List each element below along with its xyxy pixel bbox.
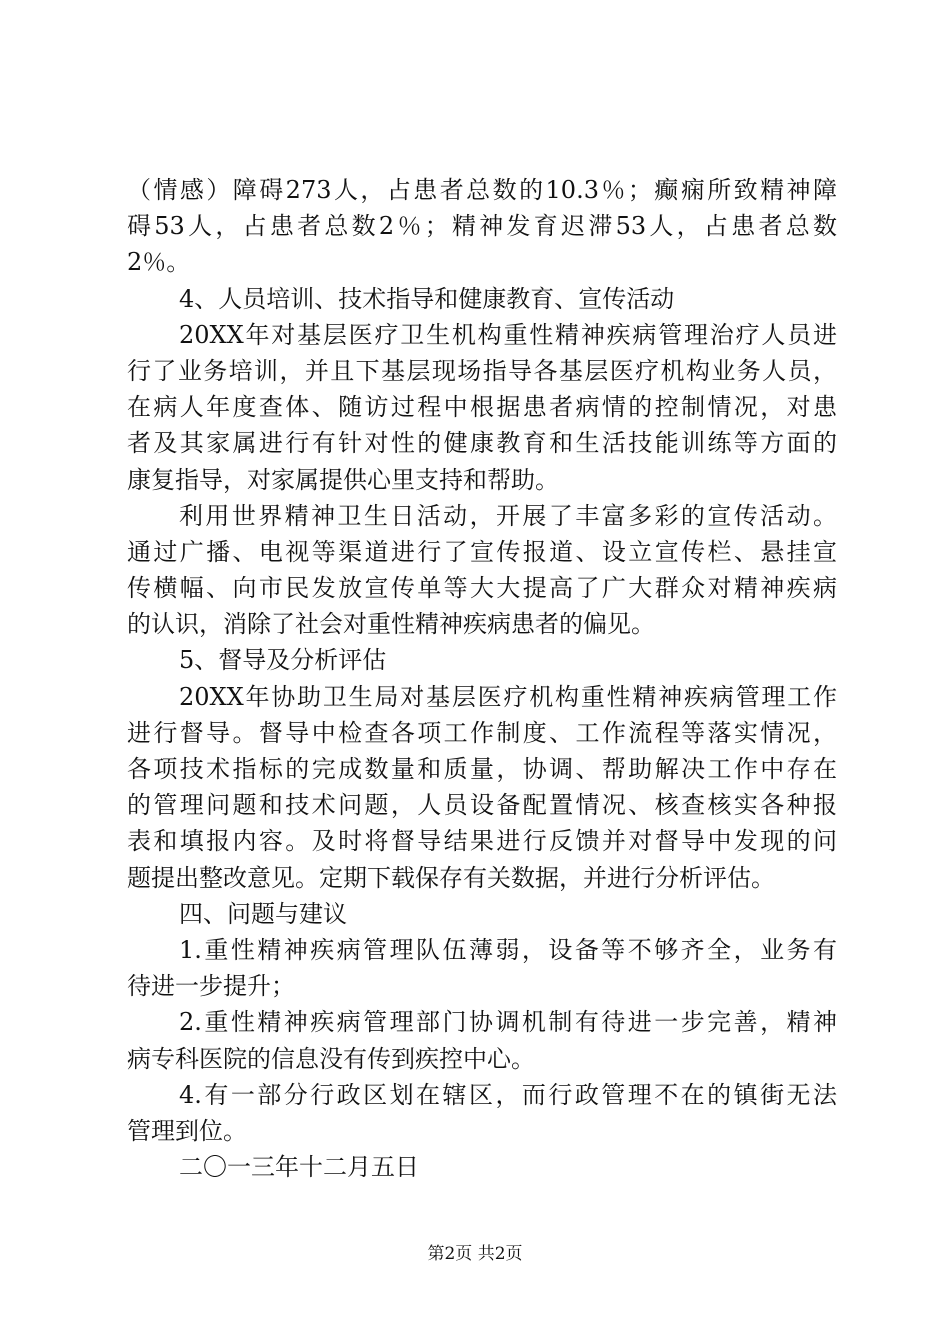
- text-line: 题提出整改意见。定期下载保存有关数据，并进行分析评估。: [127, 863, 775, 892]
- text-line: 碍53人，占患者总数2％；精神发育迟滞53人，占患者总数: [127, 212, 837, 241]
- text-line: 1.重性精神疾病管理队伍薄弱，设备等不够齐全，业务有: [179, 935, 837, 964]
- text-line: 各项技术指标的完成数量和质量，协调、帮助解决工作中存在: [127, 755, 837, 783]
- text-line: 利用世界精神卫生日活动，开展了丰富多彩的宣传活动。: [179, 501, 837, 530]
- text-line: （情感）障碍273人，占患者总数的10.3％；癫痫所致精神障: [127, 176, 837, 204]
- text-line: 康复指导，对家属提供心里支持和帮助。: [127, 465, 559, 494]
- text-line: 的管理问题和技术问题，人员设备配置情况、核查核实各种报: [127, 791, 837, 820]
- text-line: 四、问题与建议: [179, 899, 347, 928]
- text-line: 待进一步提升；: [127, 972, 295, 1001]
- text-line: 传横幅、向市民发放宣传单等大大提高了广大群众对精神疾病: [127, 574, 837, 603]
- text-line: 者及其家属进行有针对性的健康教育和生活技能训练等方面的: [127, 429, 837, 458]
- text-line: 的认识，消除了社会对重性精神疾病患者的偏见。: [127, 610, 655, 639]
- text-line: 2.重性精神疾病管理部门协调机制有待进一步完善，精神: [179, 1008, 837, 1037]
- text-line: 管理到位。: [127, 1116, 247, 1145]
- text-line: 二〇一三年十二月五日: [179, 1153, 419, 1182]
- text-line: 20XX年对基层医疗卫生机构重性精神疾病管理治疗人员进: [179, 320, 837, 349]
- text-line: 20XX年协助卫生局对基层医疗机构重性精神疾病管理工作: [179, 682, 837, 711]
- text-line: 表和填报内容。及时将督导结果进行反馈并对督导中发现的问: [127, 827, 837, 856]
- text-line: 通过广播、电视等渠道进行了宣传报道、设立宣传栏、悬挂宣: [127, 537, 837, 566]
- text-line: 在病人年度查体、随访过程中根据患者病情的控制情况，对患: [127, 393, 837, 422]
- text-line: 4、人员培训、技术指导和健康教育、宣传活动: [179, 284, 675, 313]
- text-line: 行了业务培训，并且下基层现场指导各基层医疗机构业务人员，: [127, 356, 837, 385]
- text-line: 2％。: [127, 248, 191, 277]
- text-line: 进行督导。督导中检查各项工作制度、工作流程等落实情况，: [127, 718, 837, 747]
- document-body: [127, 172, 837, 1185]
- page-footer: 第2页 共2页: [427, 1244, 523, 1264]
- text-line: 4.有一部分行政区划在辖区，而行政管理不在的镇街无法: [179, 1080, 837, 1109]
- text-line: 5、督导及分析评估: [179, 646, 387, 675]
- text-line: 病专科医院的信息没有传到疾控中心。: [127, 1044, 535, 1073]
